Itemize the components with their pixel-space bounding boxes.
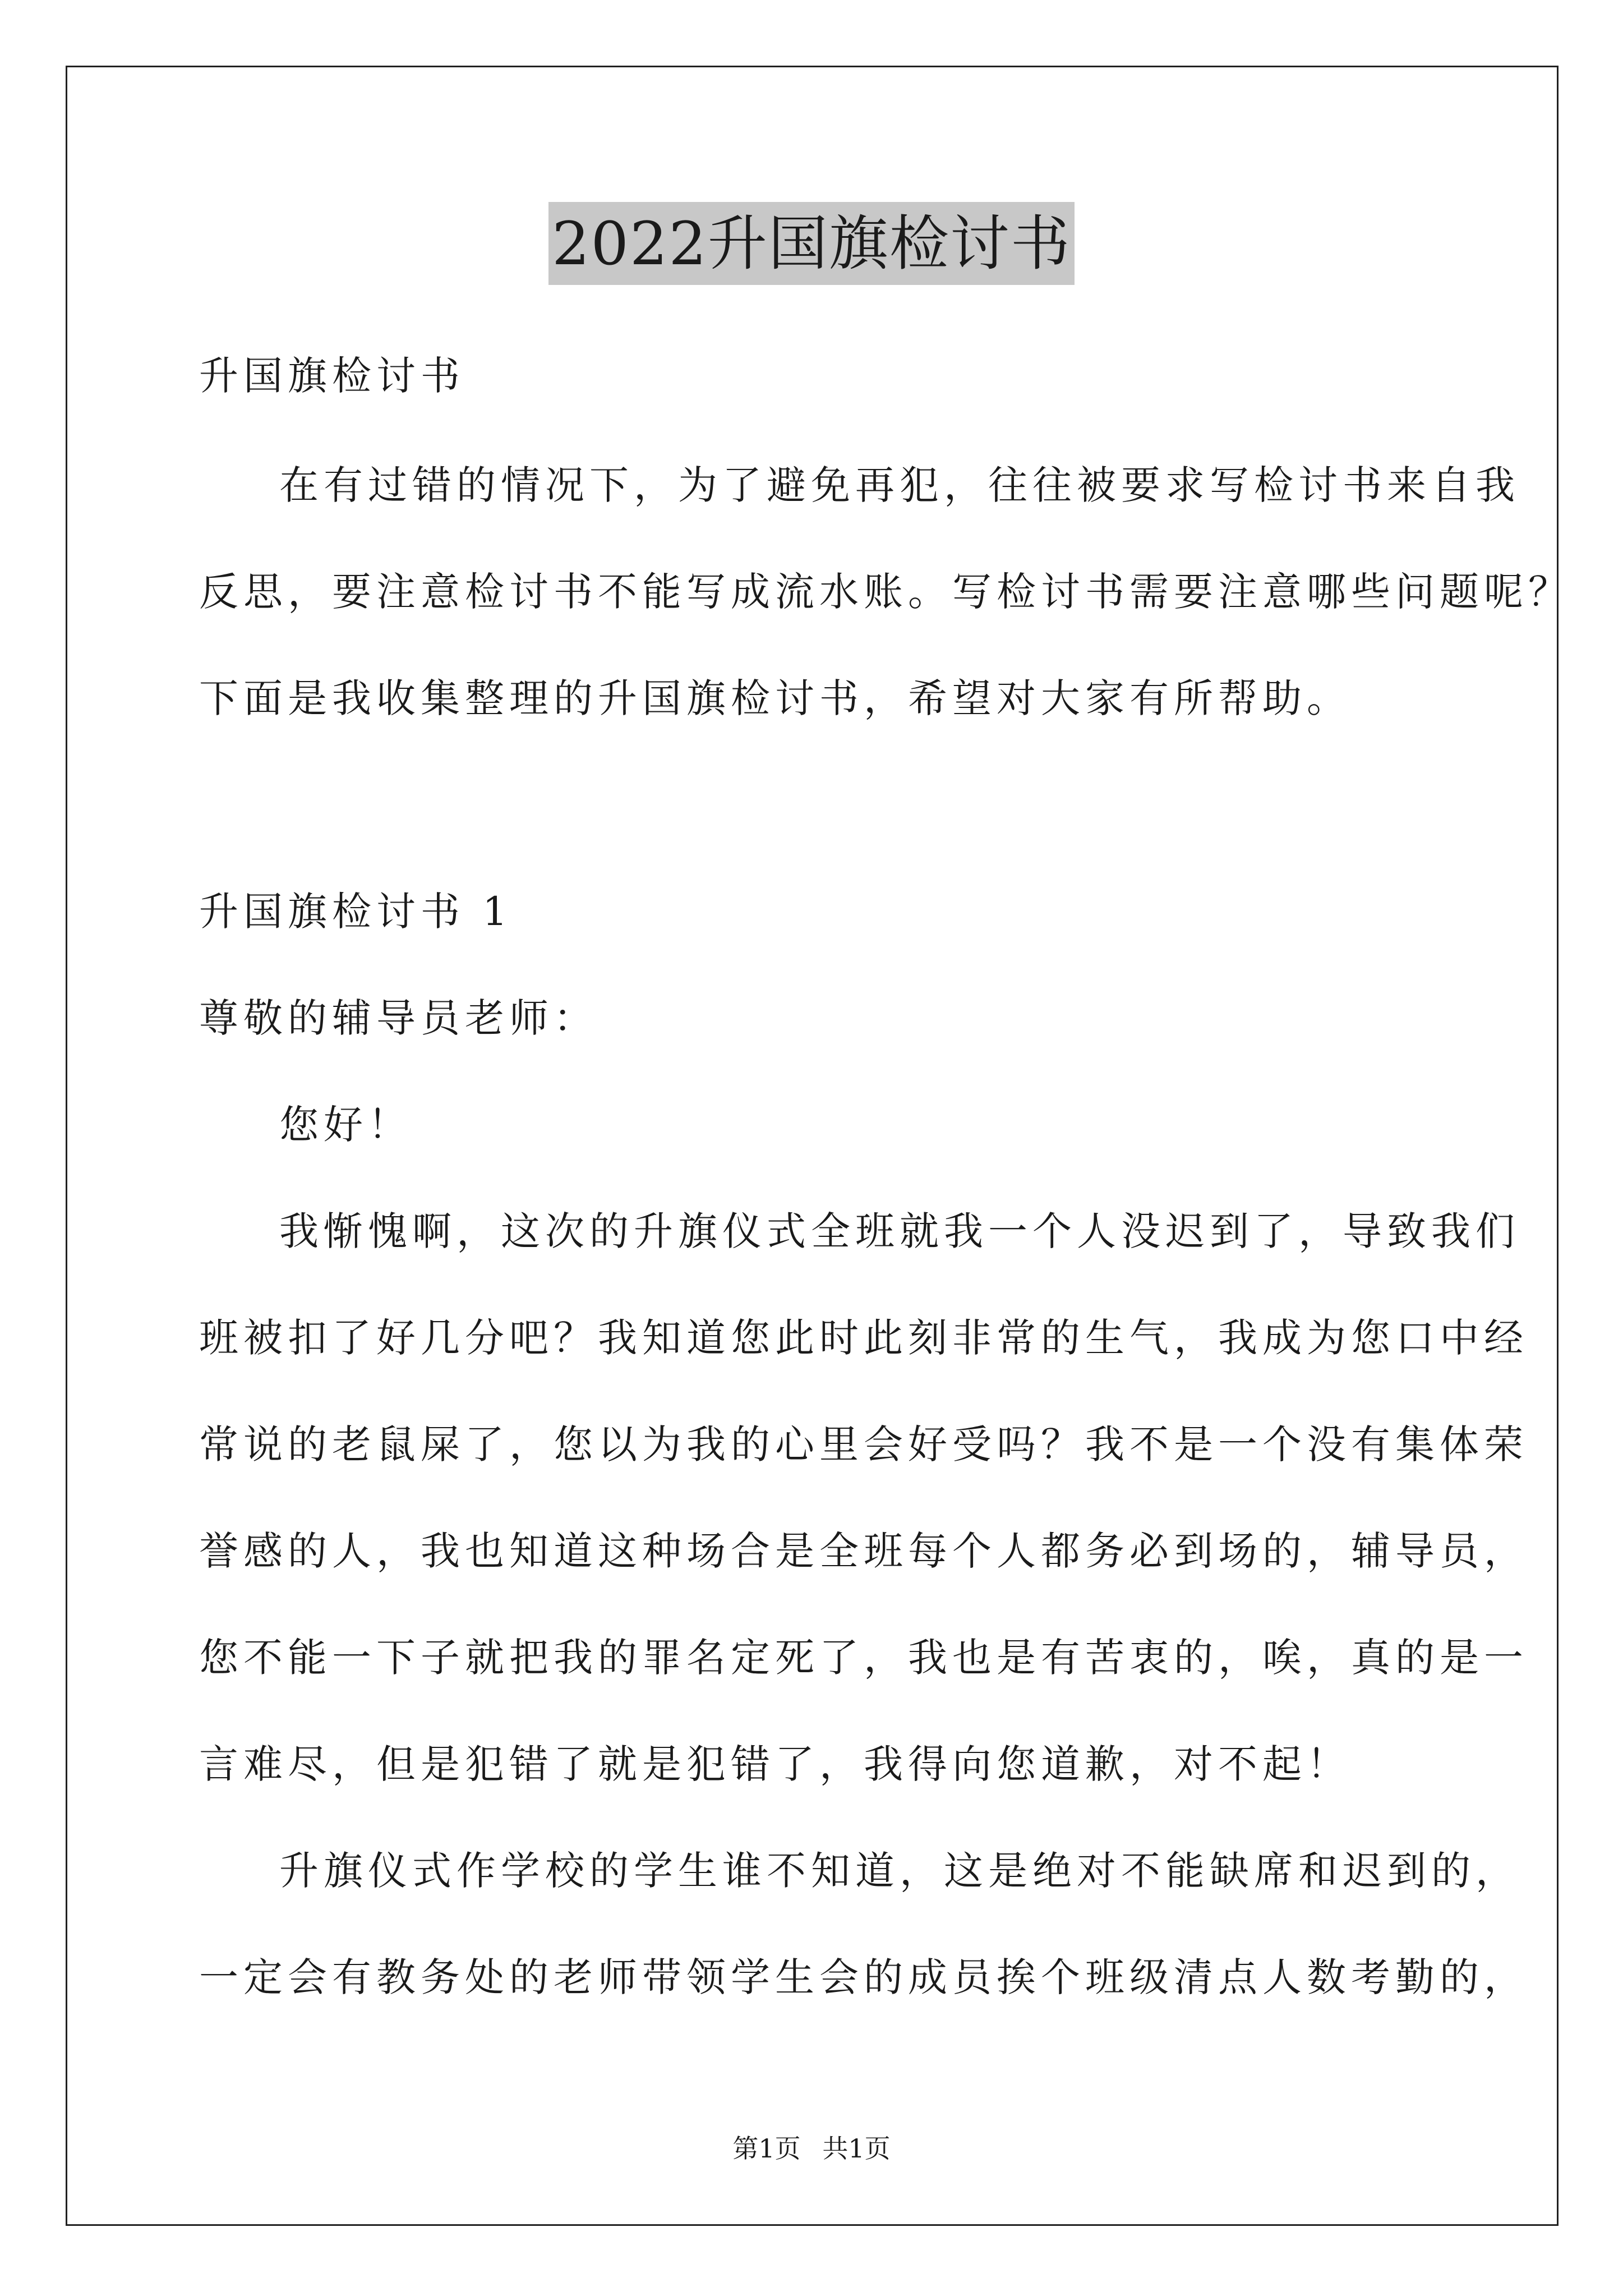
paragraph1-line-1: 我惭愧啊，这次的升旗仪式全班就我一个人没迟到了，导致我们 (279, 1208, 1520, 1254)
paragraph1-line-5: 您不能一下子就把我的罪名定死了，我也是有苦衷的，唉，真的是一 (199, 1635, 1528, 1681)
page-footer (0, 2132, 1623, 2165)
intro-line-2: 反思，要注意检讨书不能写成流水账。写检讨书需要注意哪些问题呢？ (199, 569, 1573, 615)
section-heading: 升国旗检讨书 1 (199, 889, 513, 935)
title-container (0, 202, 1623, 285)
intro-line-1: 在有过错的情况下，为了避免再犯，往往被要求写检讨书来自我 (279, 462, 1520, 508)
salutation: 尊敬的辅导员老师： (199, 995, 598, 1041)
paragraph2-line-1: 升旗仪式作学校的学生谁不知道，这是绝对不能缺席和迟到的， (279, 1848, 1520, 1894)
intro-line-3: 下面是我收集整理的升国旗检讨书，希望对大家有所帮助。 (199, 675, 1351, 721)
paragraph1-line-4: 誉感的人，我也知道这种场合是全班每个人都务必到场的，辅导员， (199, 1528, 1528, 1574)
paragraph1-line-6: 言难尽，但是犯错了就是犯错了，我得向您道歉，对不起！ (199, 1741, 1351, 1787)
page-current: 第1页 (732, 2133, 801, 2164)
greeting: 您好！ (279, 1102, 412, 1148)
paragraph2-line-2: 一定会有教务处的老师带领学生会的成员挨个班级清点人数考勤的， (199, 1954, 1528, 2000)
page-total: 共1页 (822, 2133, 891, 2164)
subtitle: 升国旗检讨书 (199, 353, 465, 399)
document-title: 2022升国旗检讨书 (548, 202, 1075, 285)
paragraph1-line-3: 常说的老鼠屎了，您以为我的心里会好受吗？我不是一个没有集体荣 (199, 1421, 1528, 1467)
paragraph1-line-2: 班被扣了好几分吧？我知道您此时此刻非常的生气，我成为您口中经 (199, 1315, 1528, 1361)
